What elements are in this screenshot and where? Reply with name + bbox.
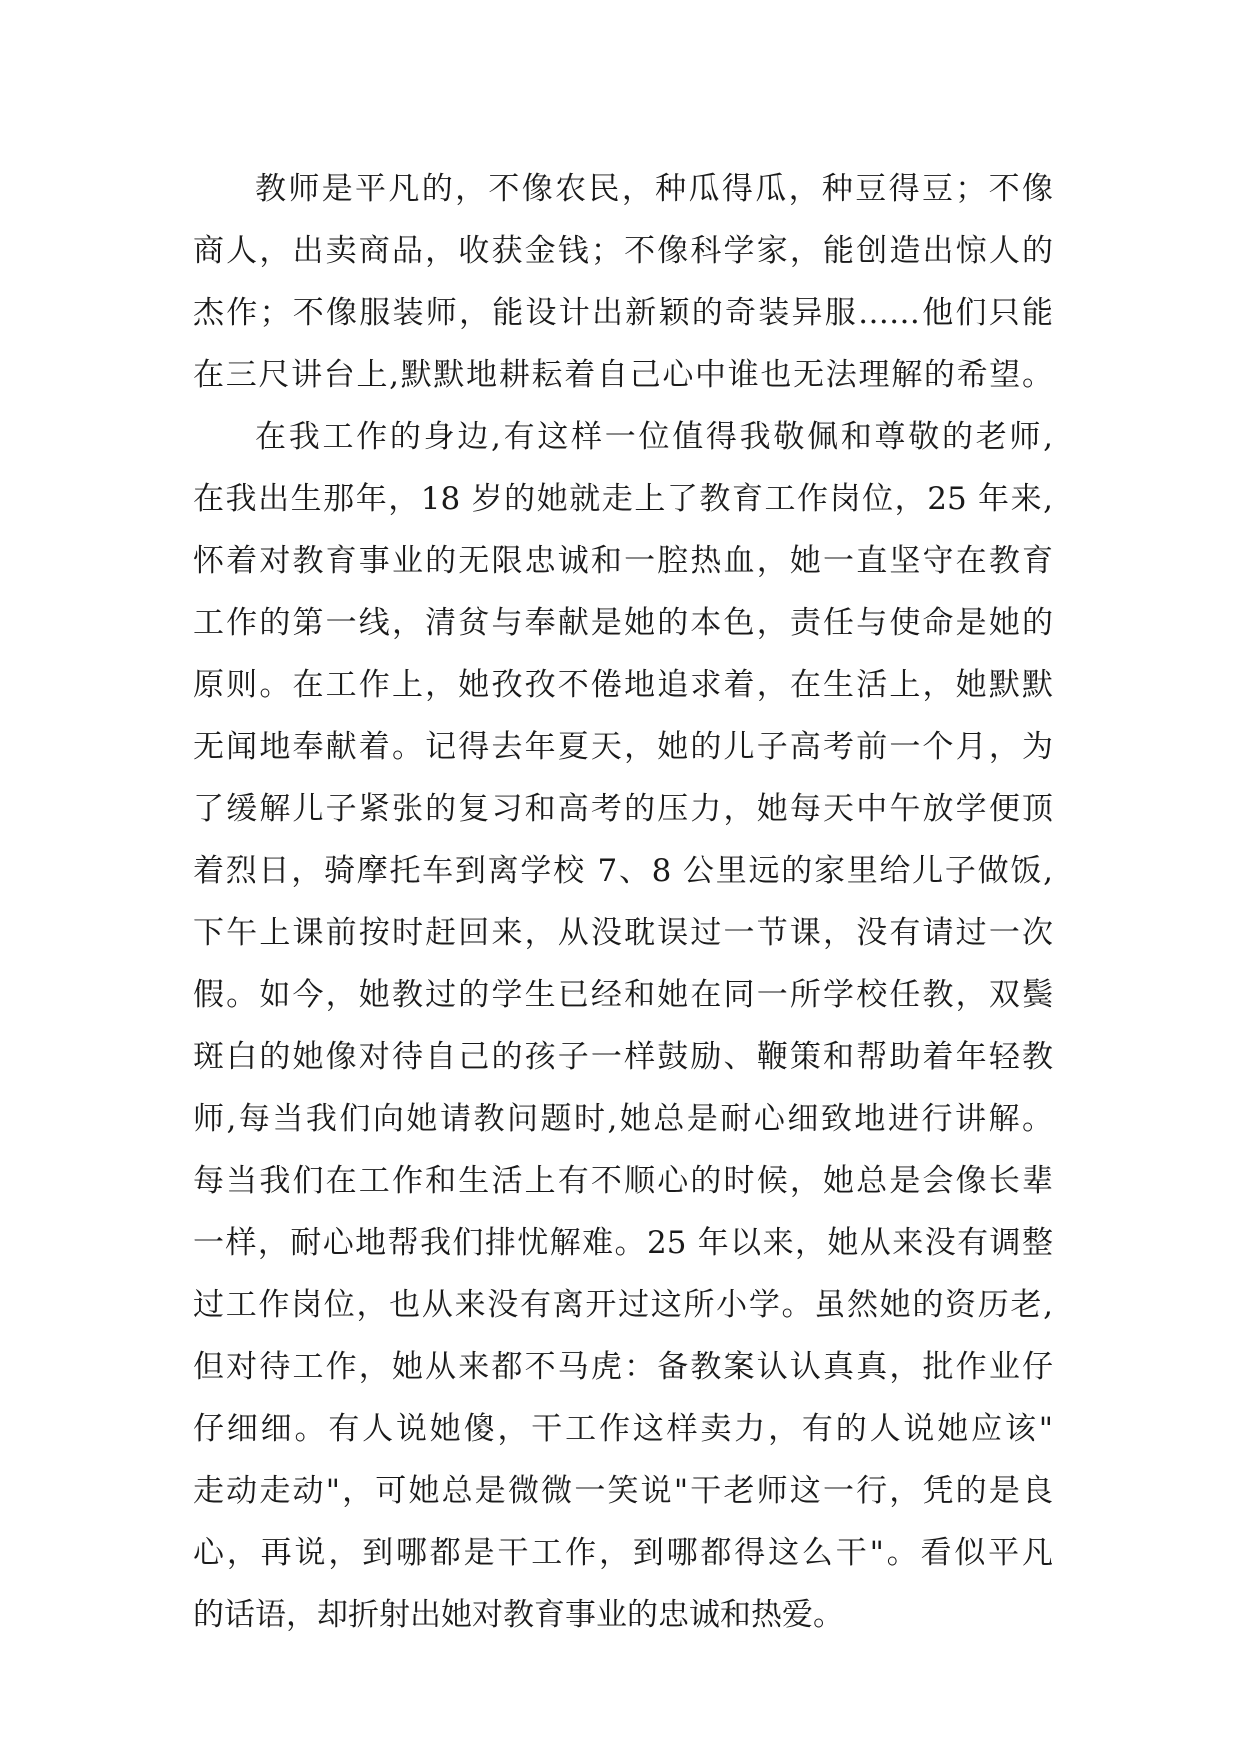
paragraph-line: 过工作岗位，也从来没有离开过这所小学。虽然她的资历老, (193, 1287, 1053, 1323)
paragraph-1 (193, 158, 1053, 406)
paragraph-line: 无闻地奉献着。记得去年夏天，她的儿子高考前一个月，为 (193, 729, 1053, 765)
paragraph-line: 教师是平凡的，不像农民，种瓜得瓜，种豆得豆；不像 (255, 171, 1053, 207)
paragraph-line: 在我工作的身边,有这样一位值得我敬佩和尊敬的老师, (255, 419, 1053, 455)
paragraph-line: 工作的第一线，清贫与奉献是她的本色，责任与使命是她的 (193, 605, 1053, 641)
paragraph-line: 一样，耐心地帮我们排忧解难。25 年以来，她从来没有调整 (193, 1225, 1053, 1261)
document-body (193, 158, 1053, 1646)
paragraph-line: 仔细细。有人说她傻，干工作这样卖力，有的人说她应该" (193, 1411, 1053, 1447)
paragraph-line: 走动走动"，可她总是微微一笑说"干老师这一行，凭的是良 (193, 1473, 1053, 1509)
paragraph-line: 原则。在工作上，她孜孜不倦地追求着，在生活上，她默默 (193, 667, 1053, 703)
paragraph-line: 每当我们在工作和生活上有不顺心的时候，她总是会像长辈 (193, 1163, 1053, 1199)
paragraph-line: 杰作；不像服装师，能设计出新颖的奇装异服……他们只能 (193, 295, 1053, 331)
paragraph-line: 师,每当我们向她请教问题时,她总是耐心细致地进行讲解。 (193, 1101, 1053, 1137)
paragraph-line: 的话语，却折射出她对教育事业的忠诚和热爱。 (193, 1597, 844, 1633)
paragraph-line: 心，再说，到哪都是干工作，到哪都得这么干"。看似平凡 (193, 1535, 1053, 1571)
paragraph-line: 在三尺讲台上,默默地耕耘着自己心中谁也无法理解的希望。 (193, 357, 1053, 393)
paragraph-line: 了缓解儿子紧张的复习和高考的压力，她每天中午放学便顶 (193, 791, 1053, 827)
paragraph-line: 下午上课前按时赶回来，从没耽误过一节课，没有请过一次 (193, 915, 1053, 951)
paragraph-line: 在我出生那年，18 岁的她就走上了教育工作岗位，25 年来, (193, 481, 1053, 517)
paragraph-line: 怀着对教育事业的无限忠诚和一腔热血，她一直坚守在教育 (193, 543, 1053, 579)
paragraph-line: 假。如今，她教过的学生已经和她在同一所学校任教，双鬓 (193, 977, 1053, 1013)
paragraph-line: 但对待工作，她从来都不马虎：备教案认认真真，批作业仔 (193, 1349, 1053, 1385)
paragraph-2 (193, 406, 1053, 1646)
paragraph-line: 着烈日，骑摩托车到离学校 7、8 公里远的家里给儿子做饭, (193, 853, 1053, 889)
paragraph-line: 斑白的她像对待自己的孩子一样鼓励、鞭策和帮助着年轻教 (193, 1039, 1053, 1075)
paragraph-line: 商人，出卖商品，收获金钱；不像科学家，能创造出惊人的 (193, 233, 1053, 269)
